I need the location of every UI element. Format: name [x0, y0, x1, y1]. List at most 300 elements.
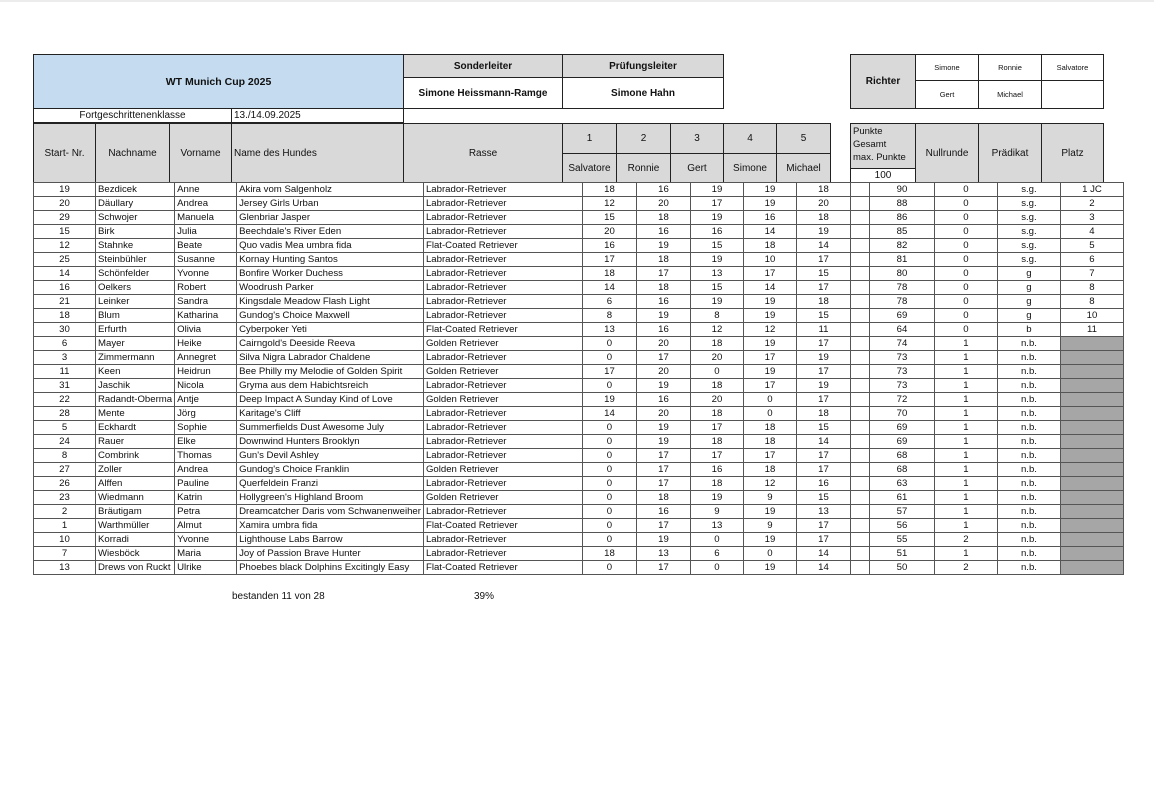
score-cell: 17	[636, 519, 690, 533]
total-cell: 72	[869, 393, 934, 407]
task-number: 3	[670, 123, 724, 154]
score-cell: 18	[743, 239, 796, 253]
rasse-cell: Labrador-Retriever	[423, 295, 582, 309]
praedikat-cell: g	[997, 281, 1060, 295]
vorname-cell: Sandra	[175, 295, 237, 309]
task-number: 1	[562, 123, 617, 154]
total-cell: 73	[869, 351, 934, 365]
nachname-cell: Mente	[96, 407, 175, 421]
spacer-cell	[850, 281, 869, 295]
task-judge: Ronnie	[616, 153, 671, 183]
total-cell: 69	[869, 435, 934, 449]
score-cell: 20	[636, 407, 690, 421]
praedikat-cell: g	[997, 295, 1060, 309]
nachname-cell: Korradi	[96, 533, 175, 547]
score-cell: 0	[582, 519, 636, 533]
score-cell: 0	[582, 337, 636, 351]
hund-cell: Downwind Hunters Brooklyn	[237, 435, 424, 449]
event-date: 13./14.09.2025	[231, 108, 404, 123]
vorname-cell: Heike	[175, 337, 237, 351]
start-nr-cell: 14	[34, 267, 96, 281]
score-cell: 17	[636, 561, 690, 575]
platz-cell	[1060, 449, 1123, 463]
hund-cell: Cyberpoker Yeti	[237, 323, 424, 337]
score-cell: 19	[636, 435, 690, 449]
vorname-cell: Susanne	[175, 253, 237, 267]
table-row	[34, 225, 1124, 239]
table-row	[34, 547, 1124, 561]
hund-cell: Xamira umbra fida	[237, 519, 424, 533]
judge-name-cell: Simone	[915, 54, 979, 81]
hund-cell: Phoebes black Dolphins Excitingly Easy	[237, 561, 424, 575]
start-nr-cell: 13	[34, 561, 96, 575]
max-punkte-label: max. Punkte	[853, 152, 906, 163]
score-cell: 18	[690, 477, 743, 491]
platz-cell: 8	[1060, 295, 1123, 309]
col-start-nr: Start- Nr.	[33, 123, 96, 183]
score-cell: 17	[796, 365, 850, 379]
spacer-cell	[850, 505, 869, 519]
score-cell: 17	[743, 449, 796, 463]
score-cell: 0	[582, 421, 636, 435]
rasse-cell: Labrador-Retriever	[423, 351, 582, 365]
passed-summary: bestanden 11 von 28	[232, 591, 325, 602]
score-cell: 6	[582, 295, 636, 309]
praedikat-cell: n.b.	[997, 379, 1060, 393]
hund-cell: Kornay Hunting Santos	[237, 253, 424, 267]
rasse-cell: Labrador-Retriever	[423, 309, 582, 323]
vorname-cell: Almut	[175, 519, 237, 533]
score-cell: 0	[743, 547, 796, 561]
start-nr-cell: 10	[34, 533, 96, 547]
score-cell: 18	[690, 407, 743, 421]
total-cell: 73	[869, 365, 934, 379]
score-cell: 8	[582, 309, 636, 323]
total-cell: 51	[869, 547, 934, 561]
score-cell: 0	[582, 463, 636, 477]
col-rasse: Rasse	[403, 123, 563, 183]
rasse-cell: Golden Retriever	[423, 365, 582, 379]
spacer-cell	[850, 309, 869, 323]
table-row	[34, 183, 1124, 197]
praedikat-cell: s.g.	[997, 239, 1060, 253]
score-cell: 17	[636, 351, 690, 365]
score-cell: 12	[582, 197, 636, 211]
hund-cell: Gryma aus dem Habichtsreich	[237, 379, 424, 393]
col-hund: Name des Hundes	[231, 123, 404, 183]
start-nr-cell: 23	[34, 491, 96, 505]
start-nr-cell: 28	[34, 407, 96, 421]
rasse-cell: Labrador-Retriever	[423, 435, 582, 449]
spacer-cell	[850, 197, 869, 211]
total-cell: 68	[869, 463, 934, 477]
score-cell: 13	[690, 267, 743, 281]
spacer-cell	[850, 351, 869, 365]
rasse-cell: Golden Retriever	[423, 463, 582, 477]
total-cell: 69	[869, 421, 934, 435]
score-cell: 0	[743, 407, 796, 421]
score-cell: 18	[636, 491, 690, 505]
table-row	[34, 463, 1124, 477]
score-cell: 19	[743, 561, 796, 575]
score-cell: 18	[690, 337, 743, 351]
praedikat-cell: s.g.	[997, 197, 1060, 211]
nullrunde-cell: 1	[934, 393, 997, 407]
rasse-cell: Flat-Coated Retriever	[423, 323, 582, 337]
score-cell: 17	[796, 281, 850, 295]
rasse-cell: Labrador-Retriever	[423, 477, 582, 491]
score-cell: 16	[636, 505, 690, 519]
col-nullrunde: Nullrunde	[915, 123, 979, 183]
score-cell: 18	[743, 421, 796, 435]
vorname-cell: Heidrun	[175, 365, 237, 379]
table-row	[34, 365, 1124, 379]
vorname-cell: Julia	[175, 225, 237, 239]
score-cell: 16	[690, 463, 743, 477]
start-nr-cell: 22	[34, 393, 96, 407]
total-cell: 80	[869, 267, 934, 281]
nullrunde-cell: 1	[934, 505, 997, 519]
start-nr-cell: 11	[34, 365, 96, 379]
nullrunde-cell: 0	[934, 295, 997, 309]
score-cell: 0	[743, 393, 796, 407]
score-cell: 18	[582, 547, 636, 561]
praedikat-cell: b	[997, 323, 1060, 337]
platz-cell: 10	[1060, 309, 1123, 323]
nachname-cell: Oelkers	[96, 281, 175, 295]
hund-cell: Woodrush Parker	[237, 281, 424, 295]
score-cell: 15	[796, 491, 850, 505]
vorname-cell: Olivia	[175, 323, 237, 337]
score-cell: 19	[690, 491, 743, 505]
spacer-cell	[850, 365, 869, 379]
score-cell: 0	[582, 351, 636, 365]
task-judge: Simone	[723, 153, 777, 183]
score-cell: 13	[690, 519, 743, 533]
score-cell: 17	[743, 267, 796, 281]
praedikat-cell: n.b.	[997, 351, 1060, 365]
col-platz: Platz	[1041, 123, 1104, 183]
score-cell: 19	[743, 365, 796, 379]
vorname-cell: Nicola	[175, 379, 237, 393]
table-row	[34, 323, 1124, 337]
score-cell: 19	[743, 183, 796, 197]
score-cell: 18	[636, 281, 690, 295]
nullrunde-cell: 1	[934, 491, 997, 505]
rasse-cell: Flat-Coated Retriever	[423, 239, 582, 253]
score-cell: 17	[796, 519, 850, 533]
table-row	[34, 211, 1124, 225]
spacer-cell	[850, 379, 869, 393]
start-nr-cell: 29	[34, 211, 96, 225]
score-cell: 17	[636, 267, 690, 281]
platz-cell: 1 JC	[1060, 183, 1123, 197]
hund-cell: Jersey Girls Urban	[237, 197, 424, 211]
score-cell: 17	[690, 421, 743, 435]
score-cell: 16	[743, 211, 796, 225]
score-cell: 17	[796, 463, 850, 477]
score-cell: 19	[743, 295, 796, 309]
score-cell: 19	[582, 393, 636, 407]
score-cell: 18	[796, 295, 850, 309]
score-cell: 19	[743, 309, 796, 323]
table-row	[34, 491, 1124, 505]
start-nr-cell: 15	[34, 225, 96, 239]
score-cell: 19	[636, 239, 690, 253]
platz-cell	[1060, 351, 1123, 365]
hund-cell: Karitage's Cliff	[237, 407, 424, 421]
hund-cell: Silva Nigra Labrador Chaldene	[237, 351, 424, 365]
start-nr-cell: 3	[34, 351, 96, 365]
spacer-cell	[850, 519, 869, 533]
score-cell: 17	[796, 533, 850, 547]
nachname-cell: Zimmermann	[96, 351, 175, 365]
nachname-cell: Rauer	[96, 435, 175, 449]
spacer-cell	[850, 435, 869, 449]
class-label: Fortgeschrittenenklasse	[33, 108, 232, 123]
table-row	[34, 407, 1124, 421]
nullrunde-cell: 0	[934, 281, 997, 295]
total-cell: 81	[869, 253, 934, 267]
total-cell: 63	[869, 477, 934, 491]
praedikat-cell: n.b.	[997, 463, 1060, 477]
score-cell: 18	[796, 183, 850, 197]
total-cell: 90	[869, 183, 934, 197]
platz-cell: 2	[1060, 197, 1123, 211]
platz-cell: 11	[1060, 323, 1123, 337]
hund-cell: Cairngold's Deeside Reeva	[237, 337, 424, 351]
score-cell: 19	[636, 533, 690, 547]
rasse-cell: Labrador-Retriever	[423, 211, 582, 225]
task-number: 5	[776, 123, 831, 154]
score-cell: 20	[690, 351, 743, 365]
rasse-cell: Labrador-Retriever	[423, 533, 582, 547]
results-table	[33, 182, 1124, 575]
praedikat-cell: n.b.	[997, 393, 1060, 407]
platz-cell	[1060, 407, 1123, 421]
hund-cell: Summerfields Dust Awesome July	[237, 421, 424, 435]
start-nr-cell: 12	[34, 239, 96, 253]
score-cell: 19	[743, 197, 796, 211]
hund-cell: Beechdale's River Eden	[237, 225, 424, 239]
praedikat-cell: s.g.	[997, 253, 1060, 267]
score-cell: 19	[743, 505, 796, 519]
nachname-cell: Birk	[96, 225, 175, 239]
platz-cell: 6	[1060, 253, 1123, 267]
hund-cell: Bonfire Worker Duchess	[237, 267, 424, 281]
rasse-cell: Golden Retriever	[423, 337, 582, 351]
platz-cell	[1060, 491, 1123, 505]
rasse-cell: Labrador-Retriever	[423, 407, 582, 421]
spacer-cell	[850, 183, 869, 197]
score-cell: 18	[582, 183, 636, 197]
platz-cell	[1060, 365, 1123, 379]
nachname-cell: Erfurth	[96, 323, 175, 337]
score-cell: 17	[796, 393, 850, 407]
spacer-cell	[850, 337, 869, 351]
start-nr-cell: 16	[34, 281, 96, 295]
table-row	[34, 267, 1124, 281]
nachname-cell: Keen	[96, 365, 175, 379]
praedikat-cell: n.b.	[997, 337, 1060, 351]
score-cell: 0	[690, 533, 743, 547]
rasse-cell: Labrador-Retriever	[423, 449, 582, 463]
score-cell: 19	[636, 379, 690, 393]
vorname-cell: Jörg	[175, 407, 237, 421]
max-punkte-value: 100	[850, 168, 916, 183]
score-cell: 17	[743, 351, 796, 365]
score-cell: 13	[582, 323, 636, 337]
start-nr-cell: 31	[34, 379, 96, 393]
hund-cell: Deep Impact A Sunday Kind of Love	[237, 393, 424, 407]
score-cell: 19	[690, 295, 743, 309]
score-cell: 14	[743, 225, 796, 239]
passed-percent: 39%	[474, 591, 495, 602]
score-cell: 19	[796, 225, 850, 239]
table-row	[34, 435, 1124, 449]
platz-cell	[1060, 547, 1123, 561]
nachname-cell: Zoller	[96, 463, 175, 477]
total-cell: 69	[869, 309, 934, 323]
rasse-cell: Labrador-Retriever	[423, 421, 582, 435]
praedikat-cell: g	[997, 267, 1060, 281]
col-praedikat: Prädikat	[978, 123, 1042, 183]
score-cell: 10	[743, 253, 796, 267]
nachname-cell: Blum	[96, 309, 175, 323]
nullrunde-cell: 1	[934, 477, 997, 491]
score-cell: 0	[690, 561, 743, 575]
hund-cell: Glenbriar Jasper	[237, 211, 424, 225]
platz-cell	[1060, 533, 1123, 547]
nullrunde-cell: 1	[934, 449, 997, 463]
total-cell: 70	[869, 407, 934, 421]
score-cell: 18	[636, 253, 690, 267]
judge-name-cell: Michael	[978, 80, 1042, 109]
hund-cell: Dreamcatcher Daris vom Schwanenweiher	[237, 505, 424, 519]
score-cell: 16	[796, 477, 850, 491]
spacer-cell	[850, 393, 869, 407]
score-cell: 19	[743, 533, 796, 547]
rasse-cell: Golden Retriever	[423, 491, 582, 505]
rasse-cell: Labrador-Retriever	[423, 505, 582, 519]
vorname-cell: Katrin	[175, 491, 237, 505]
vorname-cell: Robert	[175, 281, 237, 295]
praedikat-cell: n.b.	[997, 533, 1060, 547]
spacer-cell	[850, 421, 869, 435]
score-cell: 0	[582, 491, 636, 505]
nachname-cell: Wiesböck	[96, 547, 175, 561]
table-row	[34, 519, 1124, 533]
sonderleiter-label: Sonderleiter	[403, 54, 563, 78]
hund-cell: Gun's Devil Ashley	[237, 449, 424, 463]
vorname-cell: Yvonne	[175, 267, 237, 281]
score-cell: 17	[636, 449, 690, 463]
total-cell: 74	[869, 337, 934, 351]
total-cell: 82	[869, 239, 934, 253]
hund-cell: Kingsdale Meadow Flash Light	[237, 295, 424, 309]
score-cell: 19	[636, 421, 690, 435]
score-cell: 17	[796, 253, 850, 267]
score-cell: 16	[636, 393, 690, 407]
praedikat-cell: n.b.	[997, 561, 1060, 575]
judge-name-cell: Gert	[915, 80, 979, 109]
spacer-cell	[850, 407, 869, 421]
nullrunde-cell: 0	[934, 211, 997, 225]
nachname-cell: Mayer	[96, 337, 175, 351]
spacer-cell	[850, 533, 869, 547]
praedikat-cell: n.b.	[997, 505, 1060, 519]
score-cell: 15	[690, 239, 743, 253]
score-cell: 17	[636, 477, 690, 491]
task-number: 4	[723, 123, 777, 154]
vorname-cell: Ulrike	[175, 561, 237, 575]
score-cell: 0	[690, 365, 743, 379]
score-cell: 6	[690, 547, 743, 561]
rasse-cell: Labrador-Retriever	[423, 183, 582, 197]
spacer-cell	[850, 491, 869, 505]
score-cell: 17	[636, 463, 690, 477]
praedikat-cell: n.b.	[997, 449, 1060, 463]
richter-label: Richter	[850, 54, 916, 109]
platz-cell: 4	[1060, 225, 1123, 239]
vorname-cell: Yvonne	[175, 533, 237, 547]
rasse-cell: Flat-Coated Retriever	[423, 519, 582, 533]
rasse-cell: Labrador-Retriever	[423, 225, 582, 239]
platz-cell	[1060, 421, 1123, 435]
nullrunde-cell: 1	[934, 407, 997, 421]
hund-cell: Quo vadis Mea umbra fida	[237, 239, 424, 253]
nullrunde-cell: 1	[934, 351, 997, 365]
start-nr-cell: 6	[34, 337, 96, 351]
nachname-cell: Däullary	[96, 197, 175, 211]
nachname-cell: Bezdicek	[96, 183, 175, 197]
praedikat-cell: n.b.	[997, 407, 1060, 421]
nullrunde-cell: 0	[934, 267, 997, 281]
score-cell: 19	[636, 309, 690, 323]
score-cell: 18	[690, 435, 743, 449]
nullrunde-cell: 1	[934, 463, 997, 477]
vorname-cell: Thomas	[175, 449, 237, 463]
vorname-cell: Petra	[175, 505, 237, 519]
nachname-cell: Steinbühler	[96, 253, 175, 267]
col-nachname: Nachname	[95, 123, 170, 183]
hund-cell: Joy of Passion Brave Hunter	[237, 547, 424, 561]
spacer-cell	[850, 295, 869, 309]
table-row	[34, 351, 1124, 365]
score-cell: 18	[743, 463, 796, 477]
score-cell: 18	[796, 211, 850, 225]
rasse-cell: Labrador-Retriever	[423, 197, 582, 211]
score-cell: 15	[690, 281, 743, 295]
score-cell: 0	[582, 477, 636, 491]
total-cell: 50	[869, 561, 934, 575]
score-cell: 18	[796, 407, 850, 421]
start-nr-cell: 8	[34, 449, 96, 463]
table-row	[34, 421, 1124, 435]
start-nr-cell: 19	[34, 183, 96, 197]
score-cell: 12	[743, 323, 796, 337]
score-cell: 13	[636, 547, 690, 561]
praedikat-cell: n.b.	[997, 491, 1060, 505]
praedikat-cell: g	[997, 309, 1060, 323]
score-cell: 0	[582, 435, 636, 449]
platz-cell	[1060, 561, 1123, 575]
score-cell: 18	[743, 435, 796, 449]
score-cell: 15	[582, 211, 636, 225]
score-cell: 9	[690, 505, 743, 519]
table-row	[34, 197, 1124, 211]
table-row	[34, 379, 1124, 393]
